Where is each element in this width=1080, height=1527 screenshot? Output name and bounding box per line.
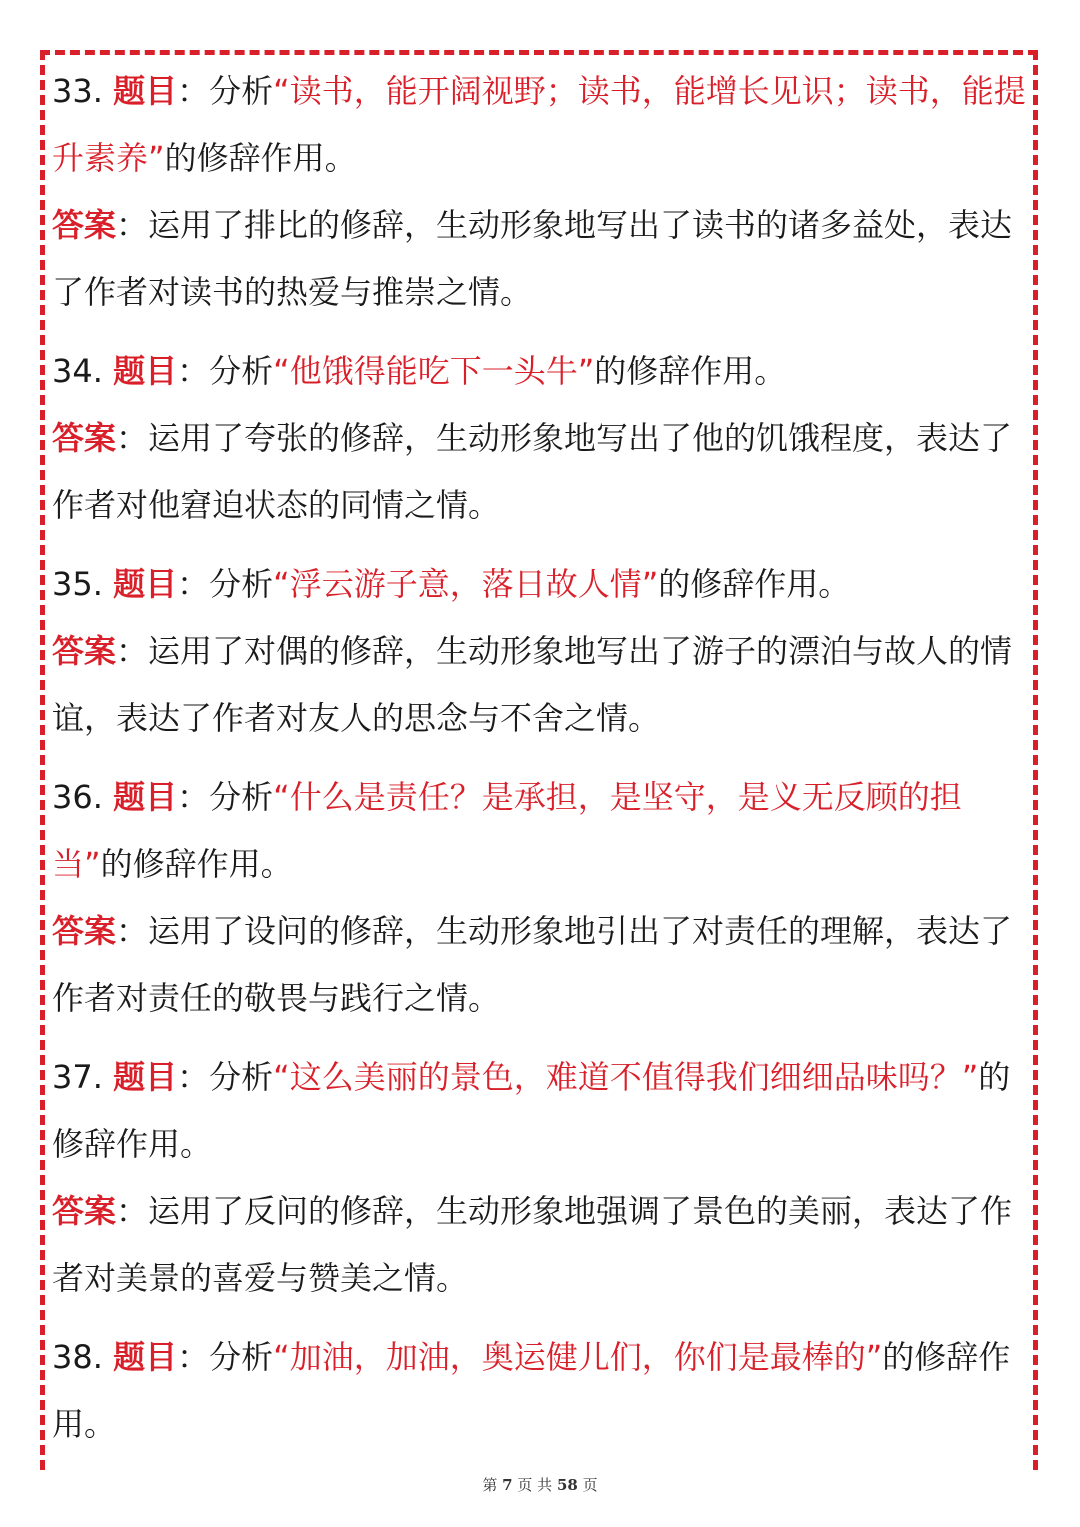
question-label: 题目 [113, 1058, 178, 1096]
answer-label: 答案 [52, 632, 117, 670]
answer-line [52, 405, 1027, 539]
question-quote: “什么是责任？是承担，是坚守，是义无反顾的担当” [52, 778, 962, 883]
page-footer [0, 1474, 1080, 1495]
colon: ： [177, 778, 210, 816]
answer-text: 运用了夸张的修辞，生动形象地写出了他的饥饿程度，表达了作者对他窘迫状态的同情之情。 [52, 419, 1013, 524]
question-item-38 [52, 1324, 1027, 1458]
question-item-34 [52, 338, 1027, 539]
question-label: 题目 [113, 72, 178, 110]
question-quote: “加油，加油，奥运健儿们，你们是最棒的” [273, 1338, 883, 1376]
question-label: 题目 [113, 352, 178, 390]
total-page-number: 58 [556, 1476, 578, 1494]
current-page-number: 7 [502, 1476, 513, 1494]
question-tail: 的修辞作用。 [164, 139, 357, 177]
question-number: 33. [52, 72, 103, 110]
colon: ： [116, 419, 149, 457]
question-number: 36. [52, 778, 103, 816]
question-item-37 [52, 1044, 1027, 1312]
document-content [52, 58, 1027, 1458]
question-item-33 [52, 58, 1027, 326]
colon: ： [177, 1338, 210, 1376]
question-tail: 的修辞作用。 [100, 845, 293, 883]
analyze-word: 分析 [209, 72, 274, 110]
question-number: 34. [52, 352, 103, 390]
analyze-word: 分析 [209, 778, 274, 816]
answer-line [52, 618, 1027, 752]
answer-label: 答案 [52, 1192, 117, 1230]
question-label: 题目 [113, 1338, 178, 1376]
footer-middle: 页 共 [517, 1476, 553, 1494]
colon: ： [116, 206, 149, 244]
answer-label: 答案 [52, 912, 117, 950]
analyze-word: 分析 [209, 352, 274, 390]
question-tail: 的修辞作用。 [658, 565, 851, 603]
question-line [52, 58, 1027, 192]
answer-text: 运用了排比的修辞，生动形象地写出了读书的诸多益处，表达了作者对读书的热爱与推崇之情。 [52, 206, 1013, 311]
question-tail: 的修辞作用。 [52, 1338, 1011, 1443]
question-line [52, 1044, 1027, 1178]
colon: ： [177, 1058, 210, 1096]
question-label: 题目 [113, 565, 178, 603]
footer-suffix: 页 [582, 1476, 598, 1494]
question-number: 37. [52, 1058, 103, 1096]
answer-text: 运用了反问的修辞，生动形象地强调了景色的美丽，表达了作者对美景的喜爱与赞美之情。 [52, 1192, 1013, 1297]
answer-line [52, 898, 1027, 1032]
question-line [52, 338, 1027, 405]
question-number: 35. [52, 565, 103, 603]
question-line [52, 551, 1027, 618]
colon: ： [116, 632, 149, 670]
colon: ： [177, 352, 210, 390]
question-label: 题目 [113, 778, 178, 816]
analyze-word: 分析 [209, 1058, 274, 1096]
question-tail: 的修辞作用。 [52, 1058, 1011, 1163]
question-item-35 [52, 551, 1027, 752]
answer-label: 答案 [52, 419, 117, 457]
question-line [52, 764, 1027, 898]
question-quote: “这么美丽的景色，难道不值得我们细细品味吗？” [273, 1058, 979, 1096]
question-item-36 [52, 764, 1027, 1032]
colon: ： [116, 1192, 149, 1230]
question-quote: “他饿得能吃下一头牛” [273, 352, 595, 390]
colon: ： [116, 912, 149, 950]
question-line [52, 1324, 1027, 1458]
question-tail: 的修辞作用。 [594, 352, 787, 390]
footer-prefix: 第 [482, 1476, 498, 1494]
analyze-word: 分析 [209, 565, 274, 603]
answer-text: 运用了设问的修辞，生动形象地引出了对责任的理解，表达了作者对责任的敬畏与践行之情。 [52, 912, 1013, 1017]
question-quote: “浮云游子意，落日故人情” [273, 565, 659, 603]
colon: ： [177, 72, 210, 110]
answer-line [52, 1178, 1027, 1312]
colon: ： [177, 565, 210, 603]
answer-label: 答案 [52, 206, 117, 244]
answer-text: 运用了对偶的修辞，生动形象地写出了游子的漂泊与故人的情谊，表达了作者对友人的思念与不舍之情。 [52, 632, 1013, 737]
analyze-word: 分析 [209, 1338, 274, 1376]
question-number: 38. [52, 1338, 103, 1376]
answer-line [52, 192, 1027, 326]
question-quote: “读书，能开阔视野；读书，能增长见识；读书，能提升素养” [52, 72, 1026, 177]
